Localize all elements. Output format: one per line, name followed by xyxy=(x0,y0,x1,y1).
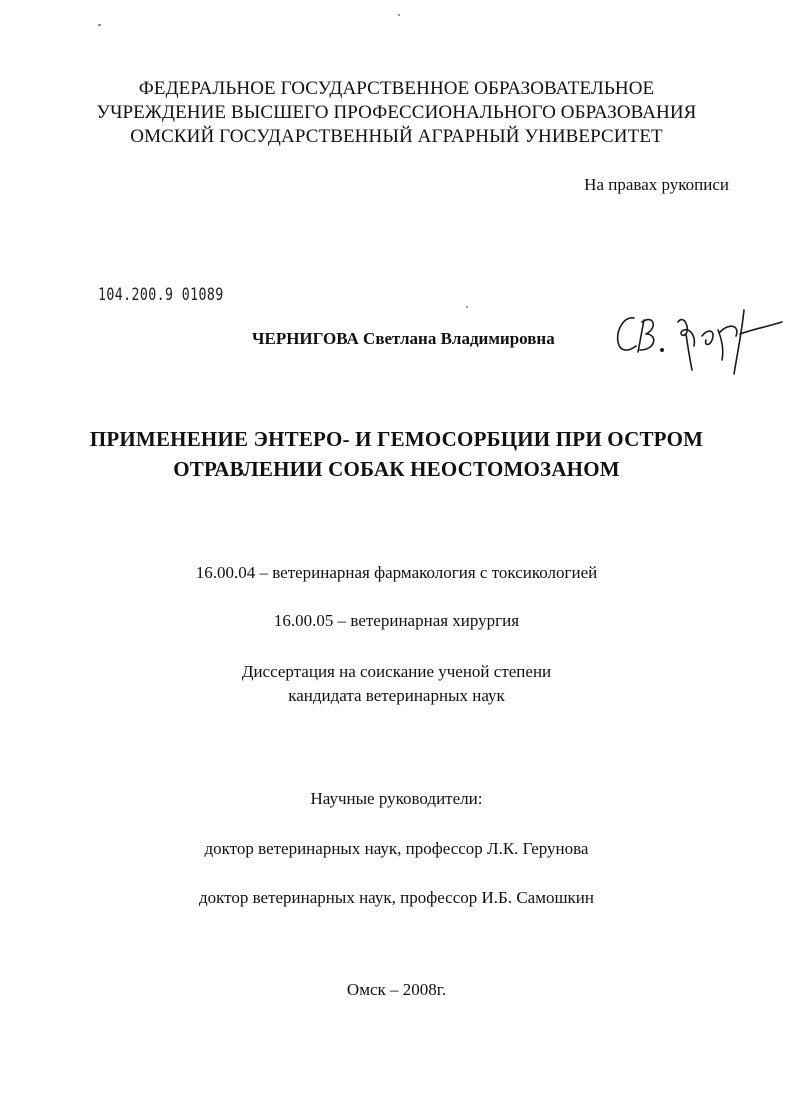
thesis-title-line-1: ПРИМЕНЕНИЕ ЭНТЕРО- И ГЕМОСОРБЦИИ ПРИ ОСТРОМ xyxy=(89,427,704,451)
manuscript-note: На правах рукописи xyxy=(584,175,729,194)
supervisors-heading: Научные руководители: xyxy=(310,789,483,808)
institution-line-3: ОМСКИЙ ГОСУДАРСТВЕННЫЙ АГРАРНЫЙ УНИВЕРСИТЕТ xyxy=(130,126,663,147)
catalog-number: 104.200.9 01089 xyxy=(98,285,224,305)
thesis-title-line-2: ОТРАВЛЕНИИ СОБАК НЕОСТОМОЗАНОМ xyxy=(173,457,620,481)
degree-line-1: Диссертация на соискание ученой степени xyxy=(241,662,552,681)
specialty-1: 16.00.04 – ветеринарная фармакология с токсикологией xyxy=(195,563,598,582)
supervisor-1: доктор ветеринарных наук, профессор Л.К. Герунова xyxy=(204,839,589,858)
degree-line-2: кандидата ветеринарных наук xyxy=(288,686,505,705)
scan-speck xyxy=(98,24,101,26)
scan-speck xyxy=(398,14,400,16)
author-name: ЧЕРНИГОВА Светлана Владимировна xyxy=(252,329,555,348)
scan-speck xyxy=(466,306,468,308)
specialty-2: 16.00.05 – ветеринарная хирургия xyxy=(273,611,520,630)
supervisor-2: доктор ветеринарных наук, профессор И.Б. Самошкин xyxy=(198,888,595,907)
handwritten-signature xyxy=(612,300,787,380)
institution-line-2: УЧРЕЖДЕНИЕ ВЫСШЕГО ПРОФЕССИОНАЛЬНОГО ОБРАЗОВАНИЯ xyxy=(96,102,697,123)
institution-line-1: ФЕДЕРАЛЬНОЕ ГОСУДАРСТВЕННОЕ ОБРАЗОВАТЕЛЬНОЕ xyxy=(138,78,655,99)
place-year: Омск – 2008г. xyxy=(346,980,447,999)
